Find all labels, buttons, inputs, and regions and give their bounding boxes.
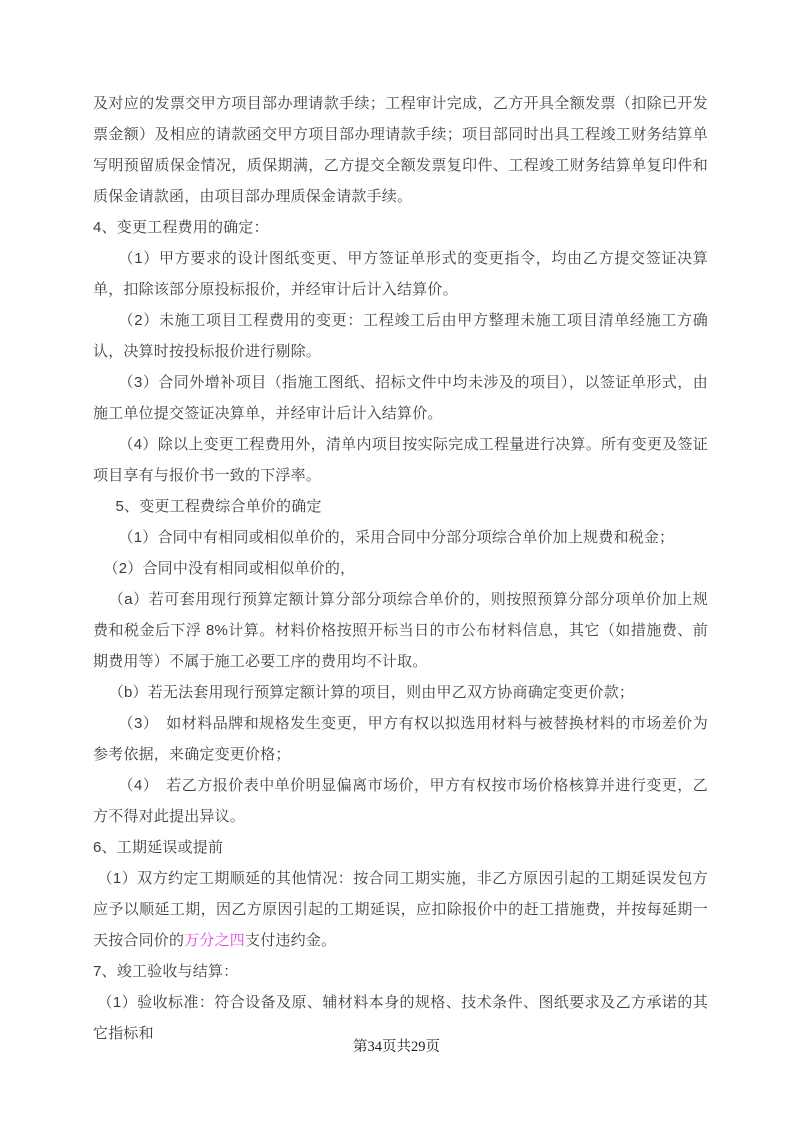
highlighted-text: 万分之四 (184, 932, 246, 949)
text-run: （b）若无法套用现行预算定额计算的项目，则由甲乙双方协商确定变更价款； (108, 684, 635, 701)
text-run: （1）双方约定工期顺延的其他情况：按合同工期实施，非乙方原因引起的工期延误发包方应予以顺延工期，因乙方原因引起的工期延误，应扣除报价中的赶工措施费，并按每延期一天按合同价的 (93, 870, 708, 949)
paragraph (93, 88, 708, 212)
paragraph (93, 956, 708, 987)
paragraph (93, 832, 708, 863)
text-run: 及对应的发票交甲方项目部办理请款手续；工程审计完成，乙方开具全额发票（扣除已开发票金额）及相应的请款函交甲方项目部办理请款手续；项目部同时出具工程竣工财务结算单写明预留质保金情况，质保期满，乙方提交全额发票复印件、工程竣工财务结算单复印件和质保金请款函，由项目部办理质保金请款手续。 (93, 95, 708, 205)
text-run: （1）验收标准：符合设备及原、辅材料本身的规格、技术条件、图纸要求及乙方承诺的其它指标和 (93, 994, 708, 1042)
page-number-footer: 第34页共29页 (353, 1039, 440, 1055)
paragraph (93, 708, 708, 770)
text-run: （3） 如材料品牌和规格发生变更，甲方有权以拟选用材料与被替换材料的市场差价为参考依据，来确定变更价格； (93, 715, 708, 763)
paragraph (93, 584, 708, 677)
text-run: 6、工期延误或提前 (93, 839, 224, 856)
paragraph (93, 305, 708, 367)
paragraph (93, 553, 708, 584)
paragraph (93, 770, 708, 832)
text-run: 7、竣工验收与结算： (93, 963, 239, 980)
paragraph (93, 212, 708, 243)
text-run: （2）合同中没有相同或相似单价的， (103, 560, 356, 577)
paragraph (93, 491, 708, 522)
paragraph (93, 677, 708, 708)
text-run: 5、变更工程费综合单价的确定 (115, 498, 322, 515)
paragraph (93, 863, 708, 956)
text-run: （4）除以上变更工程费用外，清单内项目按实际完成工程量进行决算。所有变更及签证项目享有与报价书一致的下浮率。 (93, 436, 708, 484)
paragraph (93, 243, 708, 305)
text-run: （1）甲方要求的设计图纸变更、甲方签证单形式的变更指令，均由乙方提交签证决算单，扣除该部分原投标报价，并经审计后计入结算价。 (93, 250, 708, 298)
text-run: （3）合同外增补项目（指施工图纸、招标文件中均未涉及的项目），以签证单形式，由施工单位提交签证决算单，并经审计后计入结算价。 (93, 374, 708, 422)
text-run: （a）若可套用现行预算定额计算分部分项综合单价的，则按照预算分部分项单价加上规费和税金后下浮 8%计算。材料价格按照开标当日的市公布材料信息，其它（如措施费、前期费用等）不属于施工必要工序的费用均不计取。 (93, 591, 708, 670)
text-run: 4、变更工程费用的确定： (93, 219, 269, 236)
text-run: （2）未施工项目工程费用的变更：工程竣工后由甲方整理未施工项目清单经施工方确认，决算时按投标报价进行剔除。 (93, 312, 708, 360)
paragraph (93, 429, 708, 491)
text-run: （4） 若乙方报价表中单价明显偏离市场价，甲方有权按市场价格核算并进行变更，乙方不得对此提出异议。 (93, 777, 708, 825)
text-run: 支付违约金。 (245, 932, 337, 949)
document-body (93, 88, 708, 1049)
text-run: （1）合同中有相同或相似单价的，采用合同中分部分项综合单价加上规费和税金； (118, 529, 675, 546)
paragraph (93, 522, 708, 553)
paragraph (93, 367, 708, 429)
